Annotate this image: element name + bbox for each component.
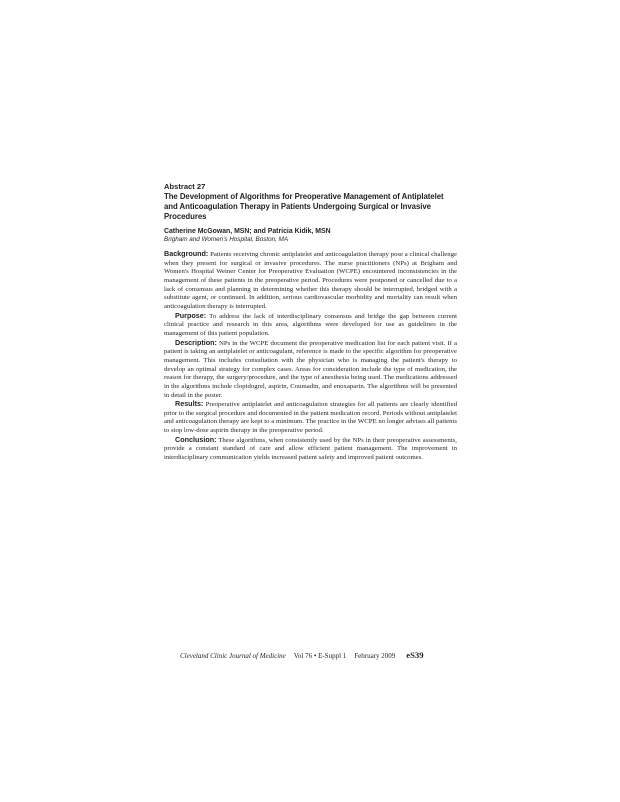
page-footer (180, 650, 458, 664)
abstract-title: The Development of Algorithms for Preoperative Management of Antiplatelet and Anticoagulation Therapy in Patients Undergoing Surgical or Invasive Procedures (164, 192, 444, 221)
section-heading: Purpose: (175, 310, 207, 320)
abstract-number: Abstract 27 (164, 182, 206, 191)
section-heading: Background: (164, 249, 209, 258)
section-heading: Conclusion: (175, 434, 217, 444)
page-number: eS39 (406, 650, 424, 660)
section-purpose (164, 312, 457, 339)
section-results (164, 400, 457, 436)
affiliation: Brigham and Women's Hospital, Boston, MA (164, 236, 289, 243)
abstract-article (164, 182, 457, 463)
section-heading: Description: (175, 337, 217, 347)
section-conclusion (164, 436, 457, 463)
footer-journal: Cleveland Clinic Journal of Medicine (180, 652, 286, 660)
section-text: To address the lack of interdisciplinary consensus and bridge the gap between current clinical practice and research in this area, algorithms were developed for use as guidelines in the management of this patient population. (164, 312, 457, 337)
section-text: Patients receiving chronic antiplatelet and anticoagulation therapy pose a clinical challenge when they present for surgical or invasive procedures. The nurse practitioners (NPs) at Brigham and Women's Hospital Weiner Center for Preoperative Evaluation (WCPE) encountered inconsistencies in the management of these patients in the preoperative period. Procedures were postponed or cancelled due to a lack of consensus and planning in determining whether this therapy should be interrupted, bridged with a substitute agent, or continued. In addition, serious cardiovascular morbidity and mortality can result when anticoagulation therapy is interrupted. (164, 251, 457, 310)
section-description (164, 339, 457, 401)
section-heading: Results: (175, 399, 204, 409)
footer-volume: Vol 76 • E-Suppl 1 (293, 652, 347, 660)
authors: Catherine McGowan, MSN; and Patricia Kidik, MSN (164, 228, 331, 235)
section-text: Preoperative antiplatelet and anticoagulation strategies for all patients are clearly identified prior to the surgical procedure and documented in the patient medication record. Periods without antiplatelet and anticoagulation therapy are kept to a minimum. The practice in the WCPE no longer advises all patients to stop low-dose aspirin therapy in the preoperative period. (164, 401, 457, 435)
section-text: NPs in the WCPE document the preoperative medication list for each patient visit. If a patient is taking an antiplatelet or anticoagulant, reference is made to the specific algorithm for preoperative management. This includes consultation with the physician who is managing the patient's therapy to develop an optimal strategy for complex cases. Areas for consideration include the type of medication, the reason for therapy, the surgery/procedure, and the type of anesthesia being used. The medications addressed in the algorithms include clopidogrel, aspirin, Coumadin, and enoxaparin. The algorithms will be presented in detail in the poster. (164, 339, 457, 399)
section-background (164, 250, 457, 312)
footer-date: February 2009 (354, 652, 396, 660)
section-text: These algorithms, when consistently used by the NPs in their preoperative assessments, provide a constant standard of care and allow efficient patient management. The improvement in interdisciplinary communication yields increased patient safety and improved patient outcomes. (164, 436, 457, 462)
